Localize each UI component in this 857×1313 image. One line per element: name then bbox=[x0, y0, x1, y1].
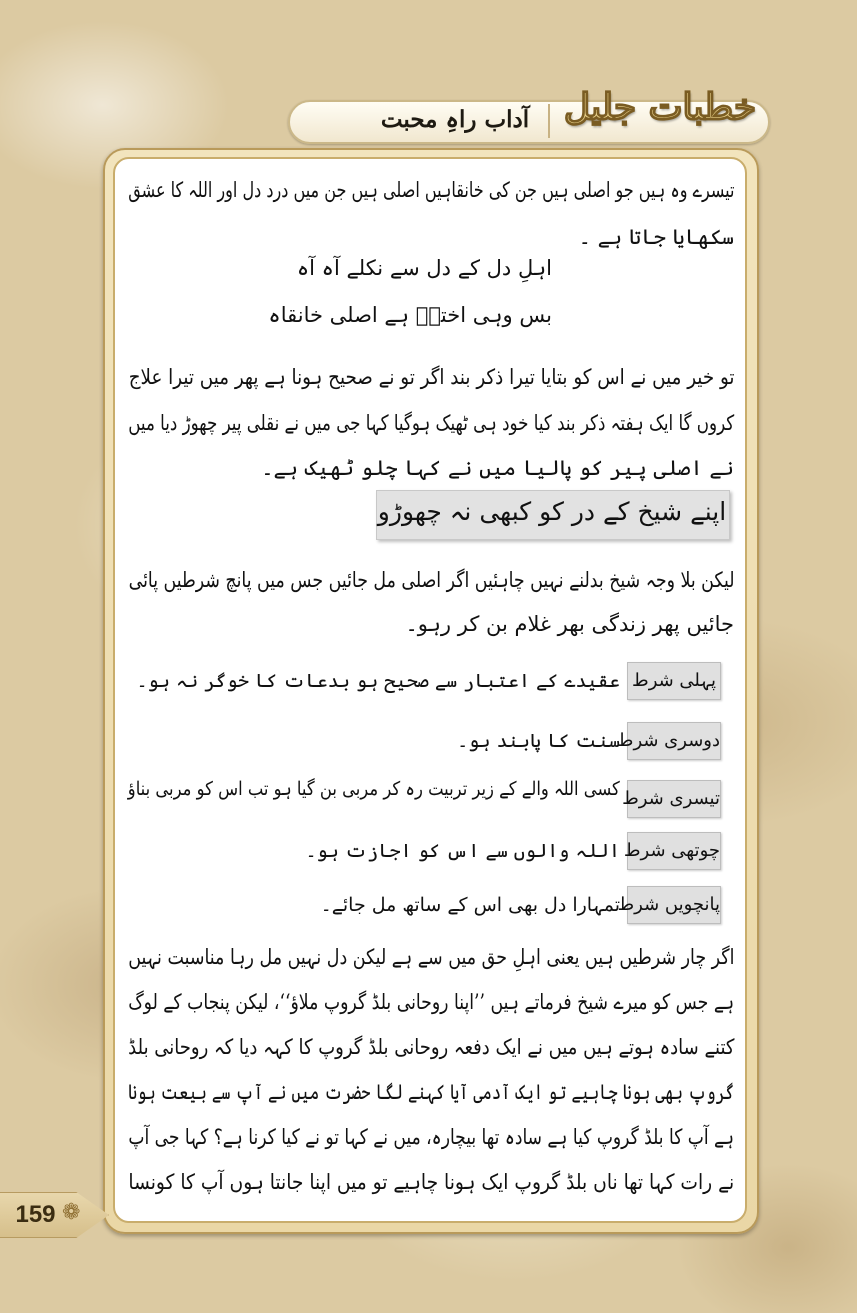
condition-text: اللہ والوں سے اس کو اجازت ہو۔ bbox=[305, 840, 620, 862]
page-number: 159 bbox=[15, 1201, 56, 1228]
condition-text: عقیدے کے اعتبار سے صحیح ہو بدعات کا خوگر نہ ہو۔ bbox=[136, 670, 620, 692]
intro-line: سکھایا جاتا ہے ۔ bbox=[578, 225, 734, 249]
paragraph-line: نے اصلی پیر کو پالیا میں نے کہا چلو ٹھیک ہے۔ bbox=[261, 456, 734, 480]
paragraph-line: لیکن بلا وجہ شیخ بدلنے نہیں چاہئیں اگر اصلی مل جائیں جس میں پانچ شرطیں پائی bbox=[128, 568, 734, 592]
condition-label: دوسری شرط bbox=[627, 722, 721, 760]
section-subheading: اپنے شیخ کے در کو کبھی نہ چھوڑو bbox=[377, 497, 727, 526]
condition-label: پانچویں شرط bbox=[627, 886, 721, 924]
condition-label: تیسری شرط bbox=[627, 780, 721, 818]
chapter-title: آداب راہِ محبت bbox=[380, 106, 530, 133]
paragraph-line: گروپ بھی ہونا چاہیے تو ایک آدمی آیا کہنے لگا حضرت میں نے آپ سے بیعت ہونا bbox=[127, 1080, 734, 1104]
poem-verse: بس وہی اخترؔ ہے اصلی خانقاہ bbox=[268, 303, 552, 327]
paragraph-line: کروں گا ایک ہفتہ ذکر بند کیا خود ہی ٹھیک ہوگیا کہا جی میں نے نقلی پیر چھوڑ دیا میں bbox=[127, 411, 734, 435]
poem-verse: اہلِ دل کے دل سے نکلے آہ آہ bbox=[296, 256, 552, 280]
condition-text: کسی اللہ والے کے زیر تربیت رہ کر مربی بن گیا ہو تب اس کو مربی بناؤ bbox=[127, 778, 620, 800]
floral-ornament-icon: ❁ bbox=[62, 1200, 81, 1225]
condition-text: تمہارا دل بھی اس کے ساتھ مل جائے۔ bbox=[320, 894, 620, 916]
paragraph-line: ہے جس کو میرے شیخ فرماتے ہیں ’’اپنا روحانی بلڈ گروپ ملاؤ‘‘، لیکن پنجاب کے لوگ bbox=[128, 990, 734, 1014]
intro-line: تیسرے وہ ہیں جو اصلی ہیں جن کی خانقاہیں اصلی ہیں جن میں درد دل اور اللہ کا عشق bbox=[127, 178, 734, 202]
paragraph-line: تو خیر میں نے اس کو بتایا تیرا ذکر بند اگر تو نے صحیح ہونا ہے پھر میں تیرا علاج bbox=[128, 365, 734, 389]
book-brand-logo: خطبات جلیل bbox=[563, 86, 757, 128]
paragraph-line: ہے آپ کا بلڈ گروپ کیا ہے سادہ تھا بیچارہ، میں نے کہا تو نے کیا کرنا ہے؟ کہا جی آپ bbox=[128, 1125, 734, 1149]
condition-label: پہلی شرط bbox=[627, 662, 721, 700]
paragraph-line: اگر چار شرطیں ہیں یعنی اہلِ حق میں سے ہے لیکن دل نہیں مل رہا مناسبت نہیں bbox=[127, 945, 734, 969]
paragraph-line: نے رات کہا تھا ناں بلڈ گروپ ایک ہونا چاہیے تو میں اپنا جانتا ہوں آپ کا کونسا bbox=[128, 1170, 734, 1194]
paragraph-line: کتنے سادہ ہوتے ہیں میں نے ایک دفعہ روحانی بلڈ گروپ کا کہہ دیا کہ روحانی بلڈ bbox=[127, 1035, 734, 1059]
paragraph-line: جائیں پھر زندگی بھر غلام بن کر رہو۔ bbox=[405, 612, 734, 636]
condition-text: سنت کا پابند ہو۔ bbox=[457, 730, 620, 752]
condition-label: چوتھی شرط bbox=[627, 832, 721, 870]
